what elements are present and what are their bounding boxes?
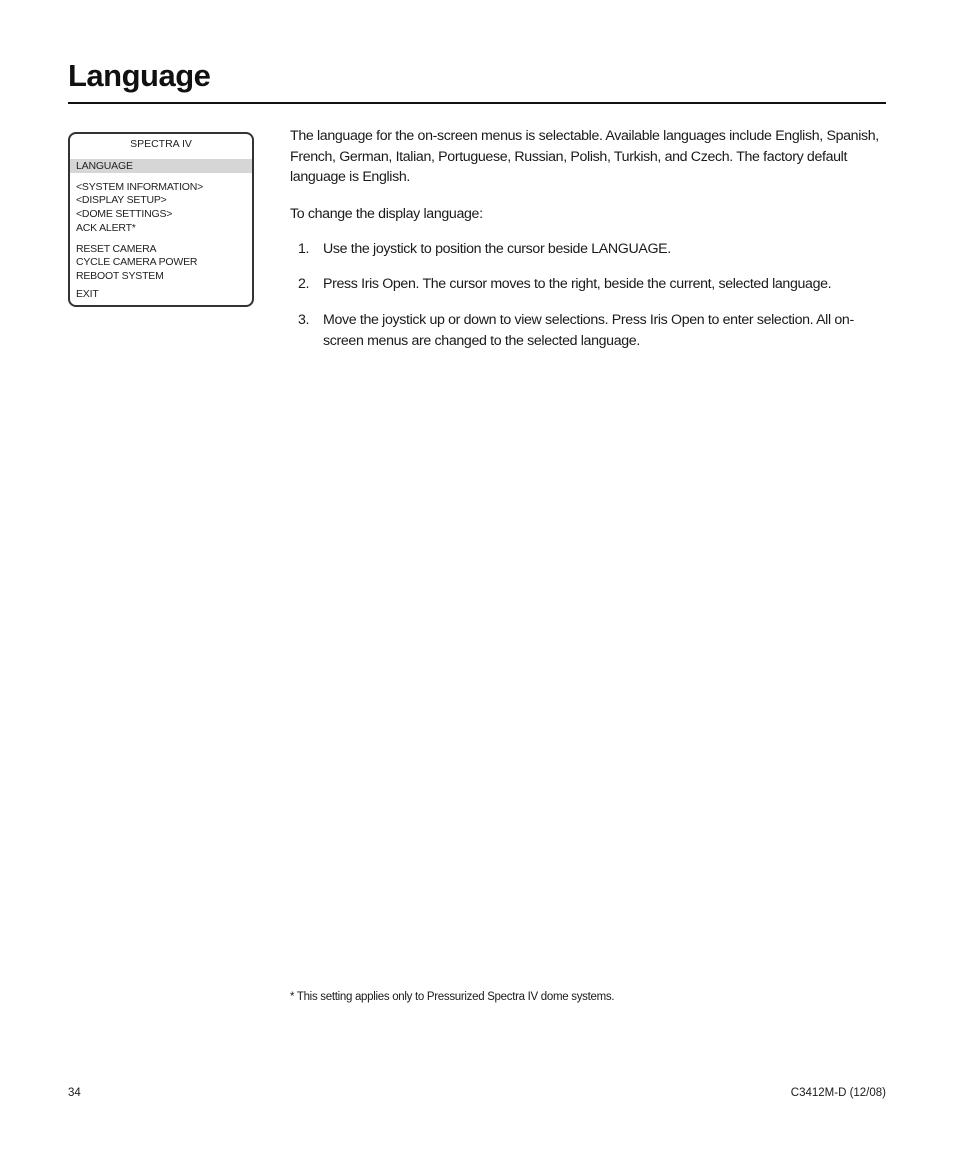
osd-menu-item-cycle-camera-power: CYCLE CAMERA POWER xyxy=(76,256,198,268)
osd-menu-illustration xyxy=(68,132,254,307)
title-divider xyxy=(68,102,886,104)
osd-menu-item-reboot-system: REBOOT SYSTEM xyxy=(76,270,164,282)
osd-menu-item-ack-alert: ACK ALERT* xyxy=(76,222,136,234)
osd-menu-item-reset-camera: RESET CAMERA xyxy=(76,243,157,255)
step-number: 3. xyxy=(298,312,310,328)
osd-menu-header: SPECTRA IV xyxy=(130,138,192,150)
osd-menu-item-system-information: <SYSTEM INFORMATION> xyxy=(76,181,204,193)
step-text: Move the joystick up or down to view selections. Press Iris Open to enter selection. All on-screen menus are changed to the selected language. xyxy=(323,312,854,349)
step-number: 2. xyxy=(298,276,310,292)
osd-menu-item-dome-settings: <DOME SETTINGS> xyxy=(76,208,173,220)
instruction-lead: To change the display language: xyxy=(290,206,483,222)
intro-paragraph: The language for the on-screen menus is selectable. Available languages include English, Spanish, French, German, Italian, Portuguese, Russian, Polish, Turkish, and Czech. The factory default language is English. xyxy=(290,128,879,185)
osd-menu-item-language: LANGUAGE xyxy=(70,159,252,173)
osd-menu-item-display-setup: <DISPLAY SETUP> xyxy=(76,194,167,206)
page-number: 34 xyxy=(68,1087,81,1099)
document-code: C3412M-D (12/08) xyxy=(790,1087,886,1099)
footnote: * This setting applies only to Pressurized Spectra IV dome systems. xyxy=(290,991,615,1003)
step-text: Use the joystick to position the cursor beside LANGUAGE. xyxy=(323,241,671,257)
step-text: Press Iris Open. The cursor moves to the right, beside the current, selected language. xyxy=(323,276,832,292)
osd-menu-item-exit: EXIT xyxy=(76,288,99,300)
page-title: Language xyxy=(68,58,211,93)
step-number: 1. xyxy=(298,241,310,257)
